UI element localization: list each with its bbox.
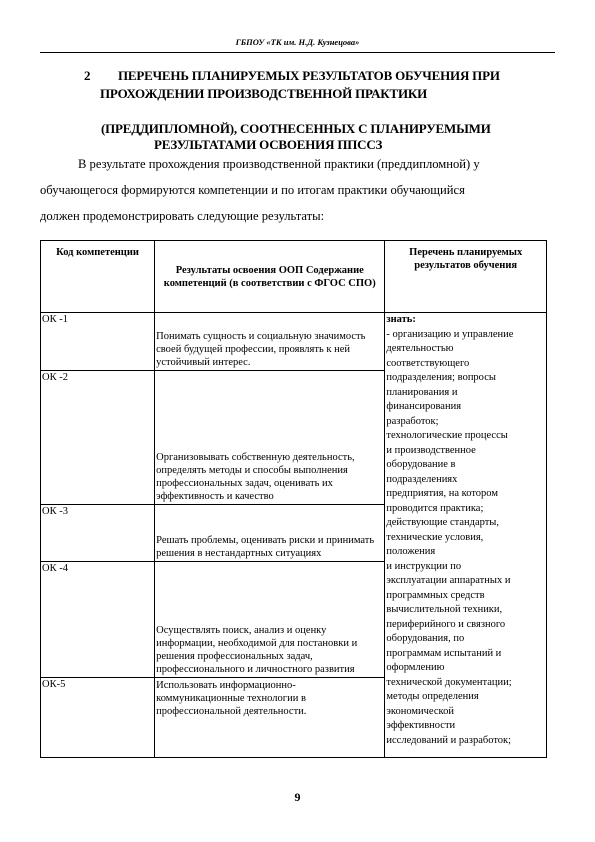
intro-line-3: должен продемонстрировать следующие результаты:	[40, 209, 325, 223]
header-planned-results: Перечень планируемых результатов обучения	[385, 241, 547, 313]
competencies-table	[40, 240, 547, 758]
header-rule	[40, 52, 555, 53]
result-line: деятельностью	[386, 343, 454, 354]
result-line: технической документации;	[386, 676, 512, 688]
result-line: планирования и	[386, 386, 458, 398]
section-title-line-3: (ПРЕДДИПЛОМНОЙ), СООТНЕСЕННЫХ С ПЛАНИРУЕМЫМИ	[101, 121, 491, 136]
result-line: эффективности	[386, 720, 456, 731]
result-line: программам испытаний и	[386, 647, 502, 659]
result-line: технические условия,	[386, 531, 484, 543]
results-heading: знать:	[386, 314, 416, 325]
result-line: подразделения; вопросы	[386, 372, 496, 383]
intro-line-2: обучающегося формируются компетенции и по итогам практики обучающийся	[40, 183, 465, 197]
header-results-oop: Результаты освоения ООП Содержание компетенций (в соответствии с ФГОС СПО)	[155, 241, 385, 313]
result-line: действующие стандарты,	[386, 517, 499, 528]
result-line: вычислительной техники,	[386, 604, 503, 615]
result-line: периферийного и связного	[386, 618, 506, 630]
result-line: подразделениях	[386, 473, 458, 485]
competency-description: Осуществлять поиск, анализ и оценку информации, необходимой для постановки и решения профессиональных задач, профессионального и личностного развития	[155, 562, 385, 678]
result-line: исследований и разработок;	[386, 734, 512, 746]
planned-results-cell	[385, 313, 547, 758]
result-line: финансирования	[386, 401, 462, 412]
result-line: эксплуатации аппаратных и	[386, 575, 511, 586]
section-number: 2	[84, 68, 91, 83]
competency-description: Использовать информационно-коммуникационные технологии в профессиональной деятельности.	[155, 678, 385, 758]
table-header-row	[41, 241, 547, 313]
competency-description: Решать проблемы, оценивать риски и принимать решения в нестандартных ситуациях	[155, 505, 385, 562]
section-title-line-1: ПЕРЕЧЕНЬ ПЛАНИРУЕМЫХ РЕЗУЛЬТАТОВ ОБУЧЕНИЯ ПРИ	[118, 68, 500, 83]
result-line: методы определения	[386, 691, 479, 702]
result-line: разработок;	[386, 415, 439, 427]
table-row	[41, 313, 547, 371]
competency-code: ОК -3	[41, 505, 155, 562]
result-line: положения	[386, 546, 436, 557]
result-line: соответствующего	[386, 357, 470, 369]
page-number: 9	[294, 790, 301, 804]
intro-line-1: В результате прохождения производственной практики (преддипломной) у	[78, 157, 480, 171]
result-line: и инструкции по	[386, 560, 462, 572]
result-line: оборудования, по	[386, 633, 465, 644]
section-title-line-4: РЕЗУЛЬТАТАМИ ОСВОЕНИЯ ППССЗ	[154, 137, 383, 152]
result-line: экономической	[386, 705, 454, 717]
competency-code: ОК -1	[41, 313, 155, 371]
result-line: программных средств	[386, 589, 485, 601]
result-line: оборудование в	[386, 459, 456, 470]
result-line: - организацию и управление	[386, 328, 514, 340]
result-line: технологические процессы	[386, 430, 508, 441]
section-title-line-2: ПРОХОЖДЕНИИ ПРОИЗВОДСТВЕННОЙ ПРАКТИКИ	[100, 86, 428, 101]
result-line: и производственное	[386, 444, 476, 456]
header-code: Код компетенции	[41, 241, 155, 313]
result-line: предприятия, на котором	[386, 488, 498, 499]
competency-code: ОК -2	[41, 371, 155, 505]
running-header: ГБПОУ «ТК им. Н.Д. Кузнецова»	[235, 37, 360, 47]
result-line: оформлению	[386, 662, 445, 673]
competency-description: Организовывать собственную деятельность, определять методы и способы выполнения профессиональных задач, оценивать их эффективность и качество	[155, 371, 385, 505]
competency-description: Понимать сущность и социальную значимость своей будущей профессии, проявлять к ней устойчивый интерес.	[155, 313, 385, 371]
competency-code: ОК-5	[41, 678, 155, 758]
result-line: проводится практика;	[386, 502, 484, 514]
competency-code: ОК -4	[41, 562, 155, 678]
